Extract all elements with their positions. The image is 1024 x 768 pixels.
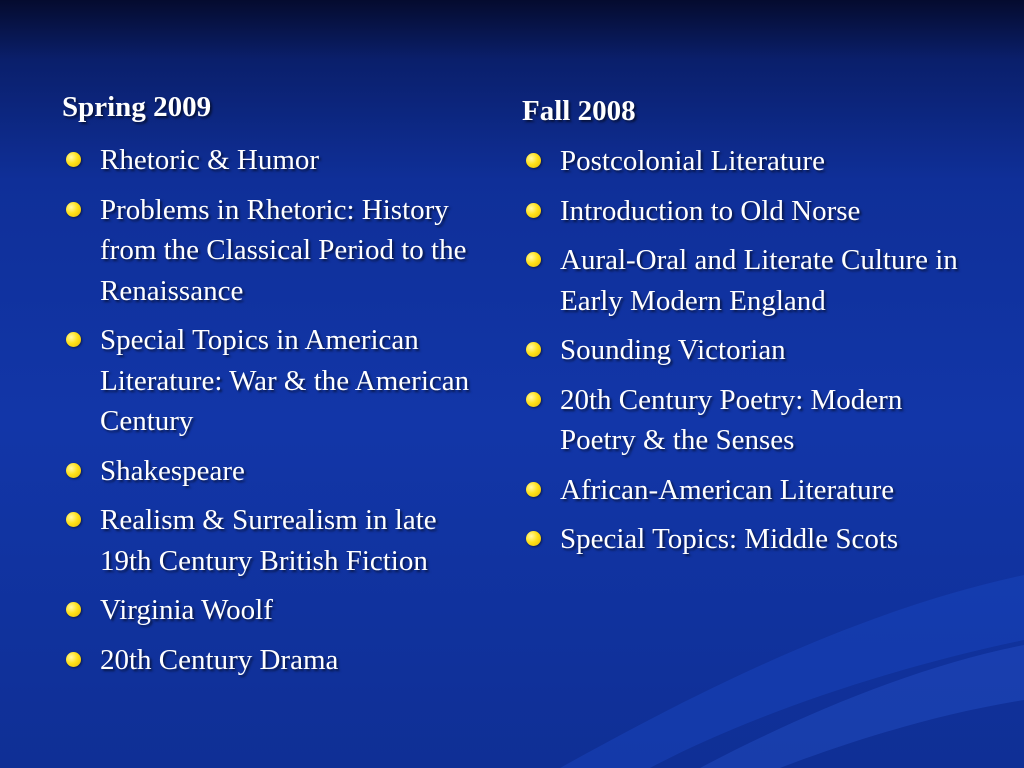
bullet-dot-icon xyxy=(526,392,541,407)
bullet-dot-icon xyxy=(526,531,541,546)
list-item xyxy=(62,590,492,631)
course-title: 20th Century Poetry: Modern Poetry & the Senses xyxy=(560,383,903,456)
bullet-dot-icon xyxy=(526,203,541,218)
spring-2009-course-list xyxy=(62,140,492,689)
course-title: Problems in Rhetoric: History from the Classical Period to the Renaissance xyxy=(100,193,467,307)
list-item xyxy=(522,240,982,321)
bullet-dot-icon xyxy=(66,202,81,217)
course-title: Postcolonial Literature xyxy=(560,145,825,177)
course-title: African-American Literature xyxy=(560,473,895,506)
course-title: Special Topics: Middle Scots xyxy=(560,523,899,555)
bullet-dot-icon xyxy=(66,602,81,617)
course-title: Introduction to Old Norse xyxy=(560,194,861,227)
list-item xyxy=(62,320,492,442)
course-title: Sounding Victorian xyxy=(560,334,786,366)
list-item xyxy=(522,191,982,232)
bullet-dot-icon xyxy=(66,652,81,667)
list-item xyxy=(522,519,982,560)
course-title: Shakespeare xyxy=(100,454,245,487)
bullet-dot-icon xyxy=(526,482,541,497)
list-item xyxy=(62,500,492,581)
list-item xyxy=(522,141,982,182)
bullet-dot-icon xyxy=(66,152,81,167)
bullet-dot-icon xyxy=(526,342,541,357)
fall-2008-course-list xyxy=(522,141,982,569)
list-item xyxy=(62,190,492,312)
bullet-dot-icon xyxy=(66,332,81,347)
course-title: 20th Century Drama xyxy=(100,643,339,676)
course-title: Aural-Oral and Literate Culture in Early Modern England xyxy=(560,244,958,317)
list-item xyxy=(522,470,982,511)
list-item xyxy=(62,451,492,492)
fall-2008-heading: Fall 2008 xyxy=(522,95,636,127)
list-item xyxy=(522,330,982,371)
course-title: Special Topics in American Literature: War & the American Century xyxy=(100,324,470,437)
bullet-dot-icon xyxy=(526,252,541,267)
bullet-dot-icon xyxy=(66,463,81,478)
list-item xyxy=(62,640,492,681)
spring-2009-heading: Spring 2009 xyxy=(62,91,212,123)
bullet-dot-icon xyxy=(66,512,81,527)
bullet-dot-icon xyxy=(526,153,541,168)
list-item xyxy=(62,140,492,181)
course-title: Rhetoric & Humor xyxy=(100,144,320,176)
list-item xyxy=(522,380,982,461)
course-title: Realism & Surrealism in late 19th Century British Fiction xyxy=(100,504,437,577)
course-title: Virginia Woolf xyxy=(100,594,273,626)
